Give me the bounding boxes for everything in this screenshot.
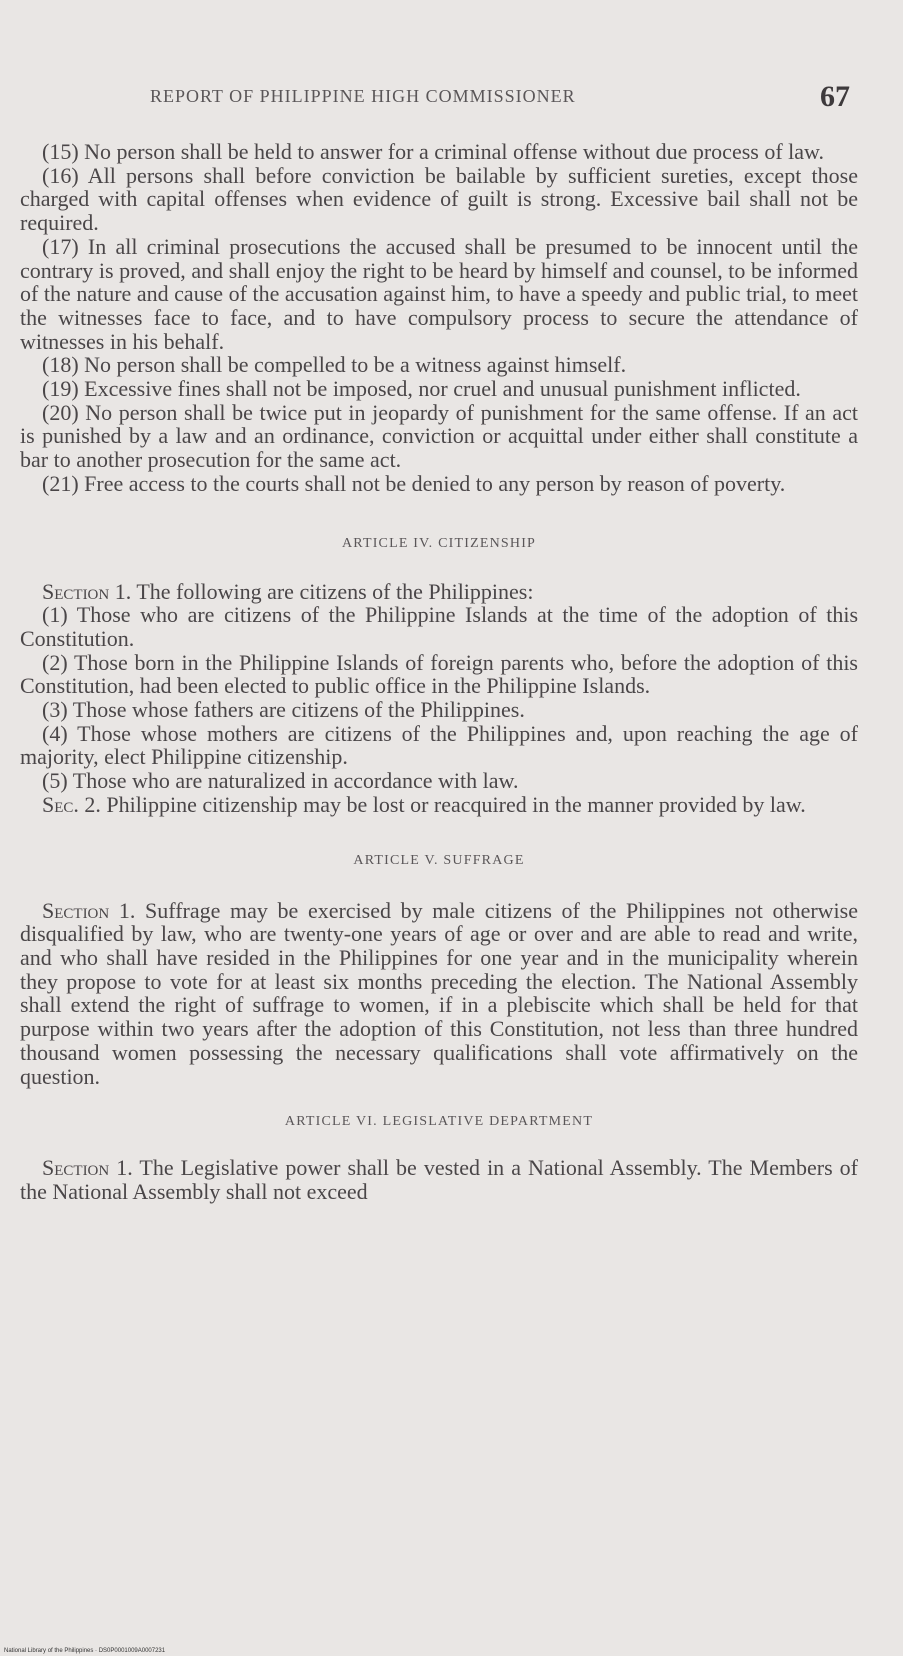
article-iv-section-2 <box>20 793 858 817</box>
body-text <box>20 140 858 1204</box>
section-text: 1. Suffrage may be exercised by male citizens of the Philippines not otherwise disqualified by law, who are twenty-one years of age or over and are able to read and write, and who shall have resided in the Philippines for one year and in the municipality wherein they propose to vote for at least six months preceding the election. The National Assembly shall extend the right of suffrage to women, if in a plebiscite which shall be held for that purpose within two years after the adoption of this Constitution, not less than three hundred thousand women possessing the necessary qualifications shall vote affirmatively on the question. <box>20 897 858 1089</box>
scan-caption: National Library of the Philippines · DS0P0001009A0007231 <box>4 1648 166 1654</box>
running-head: REPORT OF PHILIPPINE HIGH COMMISSIONER <box>150 86 576 106</box>
citizenship-item-5: (5) Those who are naturalized in accordance with law. <box>42 768 519 794</box>
citizenship-item-1: (1) Those who are citizens of the Philippine Islands at the time of the adoption of this Constitution. <box>20 602 858 651</box>
paragraph-18: (18) No person shall be compelled to be a witness against himself. <box>42 352 627 378</box>
paragraph-15: (15) No person shall be held to answer for a criminal offense without due process of law. <box>42 139 824 164</box>
article-v-section-1 <box>20 899 858 1089</box>
section-text: 2. Philippine citizenship may be lost or reacquired in the manner provided by law. <box>78 791 806 817</box>
section-label: Sec. <box>42 791 79 817</box>
paragraph-20: (20) No person shall be twice put in jeopardy of punishment for the same offense. If an act is punished by a law and an ordinance, conviction or acquittal under either shall constitute a bar to another prosecution for the same act. <box>20 399 858 473</box>
article-iv-section-1 <box>20 580 858 604</box>
article-v-heading: ARTICLE V. SUFFRAGE <box>353 852 525 868</box>
section-label: Section <box>42 578 110 604</box>
paragraph-19: (19) Excessive fines shall not be imposed, nor cruel and unusual punishment inflicted. <box>42 376 801 402</box>
section-label: Section <box>42 1155 110 1181</box>
article-vi-heading: ARTICLE VI. LEGISLATIVE DEPARTMENT <box>284 1114 594 1130</box>
section-text: 1. The following are citizens of the Philippines: <box>109 578 534 604</box>
section-text: 1. The Legislative power shall be vested in a National Assembly. The Members of the National Assembly shall not exceed <box>20 1155 858 1204</box>
paragraph-21: (21) Free access to the courts shall not be denied to any person by reason of poverty. <box>42 470 786 496</box>
article-vi-section-1 <box>20 1156 858 1203</box>
paragraph-16: (16) All persons shall before conviction be bailable by sufficient sureties, except those charged with capital offenses when evidence of guilt is strong. Excessive bail shall not be required. <box>20 162 858 236</box>
section-label: Section <box>42 897 110 923</box>
page-number: 67 <box>820 80 850 113</box>
paragraph-17: (17) In all criminal prosecutions the accused shall be presumed to be innocent until the contrary is proved, and shall enjoy the right to be heard by himself and counsel, to be informed of the nature and cause of the accusation against him, to have a speedy and public trial, to meet the witnesses face to face, and to have compulsory process to secure the attendance of witnesses in his behalf. <box>20 233 858 354</box>
citizenship-item-4: (4) Those whose mothers are citizens of the Philippines and, upon reaching the age of majority, elect Philippine citizenship. <box>20 720 858 770</box>
citizenship-item-2: (2) Those born in the Philippine Islands of foreign parents who, before the adoption of this Constitution, had been elected to public office in the Philippine Islands. <box>20 649 858 699</box>
article-iv-heading: ARTICLE IV. CITIZENSHIP <box>341 535 537 551</box>
citizenship-item-3: (3) Those whose fathers are citizens of the Philippines. <box>42 697 525 723</box>
